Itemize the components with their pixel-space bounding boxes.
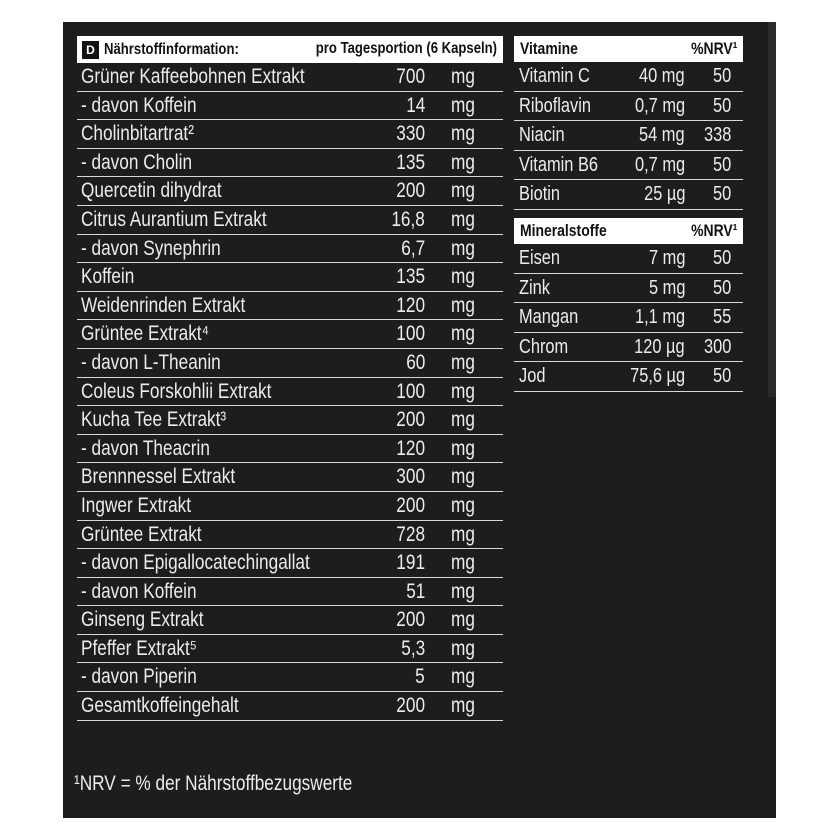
vitamin-row [514,62,743,92]
nutrient-row [77,521,503,550]
nutrient-unit-cell [451,663,480,691]
nutrient-row [77,177,503,206]
nutrient-unit: mg [451,408,475,432]
nutrient-row [77,435,503,464]
mineral-row-amount-cell [641,274,685,303]
nutrient-name: Koffein [81,265,135,289]
minerals-table [514,218,743,392]
nutrient-unit: mg [451,236,475,260]
nutrient-unit-cell [451,406,480,434]
nutrient-name-cell [81,406,258,434]
nutrient-amount-cell [402,578,425,606]
vitamin-row-nrv: 50 [712,94,731,117]
vitamin-row-amount-cell [629,62,685,91]
nutrient-unit: mg [451,350,475,374]
nutrient-amount-cell [402,349,425,377]
mineral-row [514,274,743,304]
nutrient-amount-cell [396,635,425,663]
nutrient-name-cell [81,692,273,720]
mineral-row-name: Chrom [519,335,569,358]
nutrient-unit-cell [451,549,480,577]
mineral-row-nrv-cell [709,362,731,391]
nutrient-name-cell [81,92,222,120]
mineral-row-nrv-cell [698,333,731,362]
vitamin-row-amount-cell [624,151,685,180]
nrv-footnote-text: ¹NRV = % der Nährstoffbezugswerte [74,772,353,795]
nutrient-amount-cell [390,149,425,177]
nutrient-amount: 120 [396,293,425,317]
nutrient-unit: mg [451,522,475,546]
nutrient-name-cell [81,463,269,491]
nutrient-row [77,349,503,378]
nutrient-name-cell [81,635,222,663]
nutrient-amount-cell [390,292,425,320]
nutrient-name: Grüntee Extrakt⁴ [81,322,209,346]
vitamin-row-name-cell [519,180,569,209]
minerals-rows [514,244,743,392]
nutrient-amount-cell [390,492,425,520]
nutrient-unit-cell [451,521,480,549]
nutrient-row [77,492,503,521]
nutrient-row [77,92,503,121]
vitamin-row-amount-cell [635,180,685,209]
nutrient-amount: 120 [396,436,425,460]
vitamin-row-name: Niacin [519,124,565,147]
nutrient-name-cell [81,435,238,463]
nutrient-amount: 191 [396,551,425,575]
panel-edge-strip [768,22,776,397]
nutrient-amount: 16,8 [391,207,425,231]
nutrient-name: Coleus Forskohlii Extrakt [81,379,272,403]
nutrient-name-cell [81,177,253,205]
mineral-row-nrv: 55 [712,306,731,329]
nutrient-row [77,663,503,692]
vitamin-row-nrv: 50 [712,183,731,206]
nutrient-name: Grüntee Extrakt [81,522,202,546]
nutrient-name: - davon Piperin [81,665,197,689]
nutrient-name: Weidenrinden Extrakt [81,293,246,317]
vitamin-row-name: Vitamin B6 [519,153,599,176]
vitamin-row-amount-cell [629,121,685,150]
vitamin-row-nrv: 50 [712,65,731,87]
nutrient-row [77,63,503,92]
nutrient-name: Kucha Tee Extrakt³ [81,408,227,432]
nutrient-name-cell [81,549,360,577]
nutrient-row [77,578,503,607]
serving-label: pro Tagesportion (6 Kapseln) [315,40,497,57]
vitamin-row-nrv: 338 [703,124,731,147]
nutrient-name-cell [81,235,251,263]
nutrient-unit: mg [451,636,475,660]
nutrient-amount-cell [390,692,425,720]
vitamin-row-nrv-cell [709,62,731,91]
nutrient-amount-cell [396,235,425,263]
mineral-row-name: Mangan [519,306,579,329]
nutrient-row [77,263,503,292]
nutrient-name: - davon Koffein [81,93,197,117]
nutrient-amount: 100 [396,322,425,346]
mineral-row-name-cell [519,244,569,273]
nutrient-amount-cell [390,406,425,434]
mineral-row-amount: 5 mg [648,276,685,299]
vitamin-row-name: Vitamin C [519,65,590,87]
nutrient-name-cell [81,663,222,691]
nutrient-amount-cell [413,663,425,691]
nutrient-amount-cell [390,320,425,348]
nutrient-unit-cell [451,492,480,520]
vitamin-row [514,92,743,122]
nutrient-amount: 200 [396,408,425,432]
vitamin-row-amount: 0,7 mg [634,153,685,176]
vitamin-row-nrv: 50 [712,153,731,176]
nutrient-unit-cell [451,692,480,720]
vitamins-nrv-header: %NRV¹ [690,39,737,58]
minerals-nrv-header: %NRV¹ [690,221,737,240]
nutrient-amount: 135 [396,150,425,174]
vitamin-row-nrv-cell [698,121,731,150]
vitamins-title: Vitamine [520,39,578,58]
vitamin-row-name-cell [519,121,575,150]
nutrient-name: Ginseng Extrakt [81,608,204,632]
mineral-row-amount-cell [641,244,685,273]
mineral-row [514,244,743,274]
nutrient-unit-cell [451,635,480,663]
nutrient-amount-cell [390,463,425,491]
nutrition-title: Nährstoffinformation: [104,40,239,58]
vitamin-row-name-cell [519,151,615,180]
nutrient-name: - davon Epigallocatechingallat [81,551,310,575]
nutrient-name-cell [81,320,237,348]
nutrient-unit-cell [451,606,480,634]
nutrient-name-cell [81,492,215,520]
nutrient-name: - davon Cholin [81,150,193,174]
mineral-row-name: Zink [519,276,550,299]
nutrient-name-cell [81,120,219,148]
nutrient-name: Pfeffer Extrakt⁵ [81,636,197,660]
nutrient-row [77,149,503,178]
nutrient-unit: mg [451,179,475,203]
nutrient-unit: mg [451,322,475,346]
nutrient-name: - davon Theacrin [81,436,210,460]
mineral-row-amount: 75,6 µg [629,365,685,388]
nutrient-row [77,320,503,349]
mineral-row-amount: 120 µg [634,335,685,358]
nutrient-amount: 100 [396,379,425,403]
vitamins-table [514,36,743,210]
nutrient-amount: 60 [405,350,425,374]
nutrient-name-cell [81,378,313,406]
mineral-row-nrv-cell [709,303,731,332]
nutrient-unit: mg [451,65,475,88]
nutrient-unit: mg [451,122,475,146]
mineral-row-nrv: 50 [712,365,731,388]
vitamin-row-nrv-cell [709,151,731,180]
nutrient-row [77,235,503,264]
nutrient-unit: mg [451,608,475,632]
vitamin-row-amount: 54 mg [639,124,685,147]
nutrient-amount: 14 [405,93,425,117]
nutrient-unit: mg [451,207,475,231]
nutrient-amount-cell [384,206,425,234]
nutrient-row [77,635,503,664]
nutrient-unit: mg [451,493,475,517]
vitamin-row-amount: 0,7 mg [634,94,685,117]
nutrition-table [77,36,503,721]
nutrient-row [77,463,503,492]
vitamin-row-amount: 40 mg [639,65,685,87]
nutrient-unit-cell [451,378,480,406]
nutrient-unit: mg [451,694,475,718]
nutrient-name: - davon Synephrin [81,236,221,260]
nutrient-amount-cell [390,120,425,148]
mineral-row-nrv-cell [709,274,731,303]
mineral-row [514,333,743,363]
nutrient-name: - davon Koffein [81,579,197,603]
nutrient-row [77,606,503,635]
nutrient-unit: mg [451,150,475,174]
nutrient-unit: mg [451,465,475,489]
nutrient-unit-cell [451,320,480,348]
nutrient-amount-cell [390,521,425,549]
nutrient-unit: mg [451,93,475,117]
nutrient-amount-cell [390,606,425,634]
mineral-row-name-cell [519,333,579,362]
nutrient-row [77,120,503,149]
mineral-row-name-cell [519,362,551,391]
nutrient-unit-cell [451,63,480,91]
vitamin-row [514,151,743,181]
nutrient-name-cell [81,521,228,549]
nutrient-amount: 728 [396,522,425,546]
mineral-row-nrv: 50 [712,276,731,299]
mineral-row-amount-cell [624,303,685,332]
nutrient-name: Brennnessel Extrakt [81,465,236,489]
nutrient-amount-cell [390,549,425,577]
nutrient-amount-cell [390,435,425,463]
mineral-row-amount: 7 mg [648,247,685,269]
nutrient-row [77,549,503,578]
vitamin-row [514,121,743,151]
vitamins-header [514,36,743,62]
nutrient-unit: mg [451,551,475,575]
nutrient-row [77,692,503,721]
nutrient-amount-cell [402,92,425,120]
mineral-row-amount: 1,1 mg [634,306,685,329]
mineral-row-name: Eisen [519,247,561,269]
vitamin-row-name: Riboflavin [519,94,592,117]
nutrient-unit-cell [451,149,480,177]
nutrient-name: Cholinbitartrat² [81,122,194,146]
nrv-footnote [74,772,413,796]
mineral-row [514,303,743,333]
nutrient-unit: mg [451,579,475,603]
nutrition-table-header [77,36,503,63]
nutrient-amount: 200 [396,493,425,517]
nutrient-unit-cell [451,206,480,234]
vitamin-row-nrv-cell [709,180,731,209]
nutrient-name: Citrus Aurantium Extrakt [81,207,267,231]
nutrient-amount: 200 [396,179,425,203]
nutrient-row [77,206,503,235]
mineral-row-name: Jod [519,365,546,388]
nutrient-amount-cell [390,177,425,205]
nutrient-amount: 51 [405,579,425,603]
mineral-row-name-cell [519,274,557,303]
nutrient-name-cell [81,263,146,291]
nutrient-name-cell [81,292,281,320]
nutrient-row [77,292,503,321]
nutrient-unit-cell [451,263,480,291]
nutrient-unit-cell [451,235,480,263]
nutrient-unit-cell [451,177,480,205]
mineral-row-nrv-cell [709,244,731,273]
nutrient-amount: 6,7 [401,236,425,260]
nutrient-amount: 300 [396,465,425,489]
nutrient-name-cell [81,578,222,606]
nutrient-unit: mg [451,379,475,403]
nutrient-unit-cell [451,349,480,377]
nutrient-unit-cell [451,435,480,463]
vitamin-row-amount-cell [624,92,685,121]
nutrient-name-cell [81,606,230,634]
mineral-row-nrv: 300 [703,335,731,358]
vitamin-row-nrv-cell [709,92,731,121]
nutrient-unit-cell [451,92,480,120]
vitamin-row-name: Biotin [519,183,561,206]
nutrient-amount-cell [390,378,425,406]
nutrient-unit: mg [451,293,475,317]
nutrient-unit: mg [451,436,475,460]
nutrient-name: Grüner Kaffeebohnen Extrakt [81,65,305,88]
vitamin-row-name-cell [519,92,607,121]
nutrient-name-cell [81,63,354,91]
vitamin-row [514,180,743,210]
mineral-row-name-cell [519,303,591,332]
nutrient-amount: 330 [396,122,425,146]
minerals-header [514,218,743,244]
vitamin-row-amount: 25 µg [643,183,685,206]
nutrient-row [77,378,503,407]
nutrient-name-cell [81,149,216,177]
nutrient-unit-cell [451,578,480,606]
nutrient-amount-cell [390,263,425,291]
nutrient-unit-cell [451,463,480,491]
vitamins-rows [514,62,743,210]
nutrient-amount: 135 [396,265,425,289]
nutrient-name-cell [81,349,251,377]
nutrient-name: - davon L-Theanin [81,350,221,374]
nutrient-name-cell [81,206,307,234]
nutrient-amount: 700 [396,65,425,88]
badge-icon: D [82,41,99,59]
mineral-row-amount-cell [623,333,685,362]
nutrient-unit-cell [451,120,480,148]
mineral-row-nrv: 50 [712,247,731,269]
nutrient-name: Quercetin dihydrat [81,179,222,203]
nutrient-unit: mg [451,665,475,689]
nutrient-name: Gesamtkoffeingehalt [81,694,239,718]
nutrient-unit-cell [451,292,480,320]
nutrient-amount: 200 [396,608,425,632]
nutrition-rows [77,63,503,721]
nutrient-row [77,406,503,435]
nutrient-name: Ingwer Extrakt [81,493,192,517]
minerals-title: Mineralstoffe [520,221,607,240]
mineral-row [514,362,743,392]
nutrient-amount: 5 [415,665,425,689]
nutrient-amount-cell [390,63,425,91]
nutrient-amount: 5,3 [401,636,425,660]
vitamin-row-name-cell [519,62,605,91]
mineral-row-amount-cell [618,362,685,391]
nutrient-amount: 200 [396,694,425,718]
nutrient-unit: mg [451,265,475,289]
